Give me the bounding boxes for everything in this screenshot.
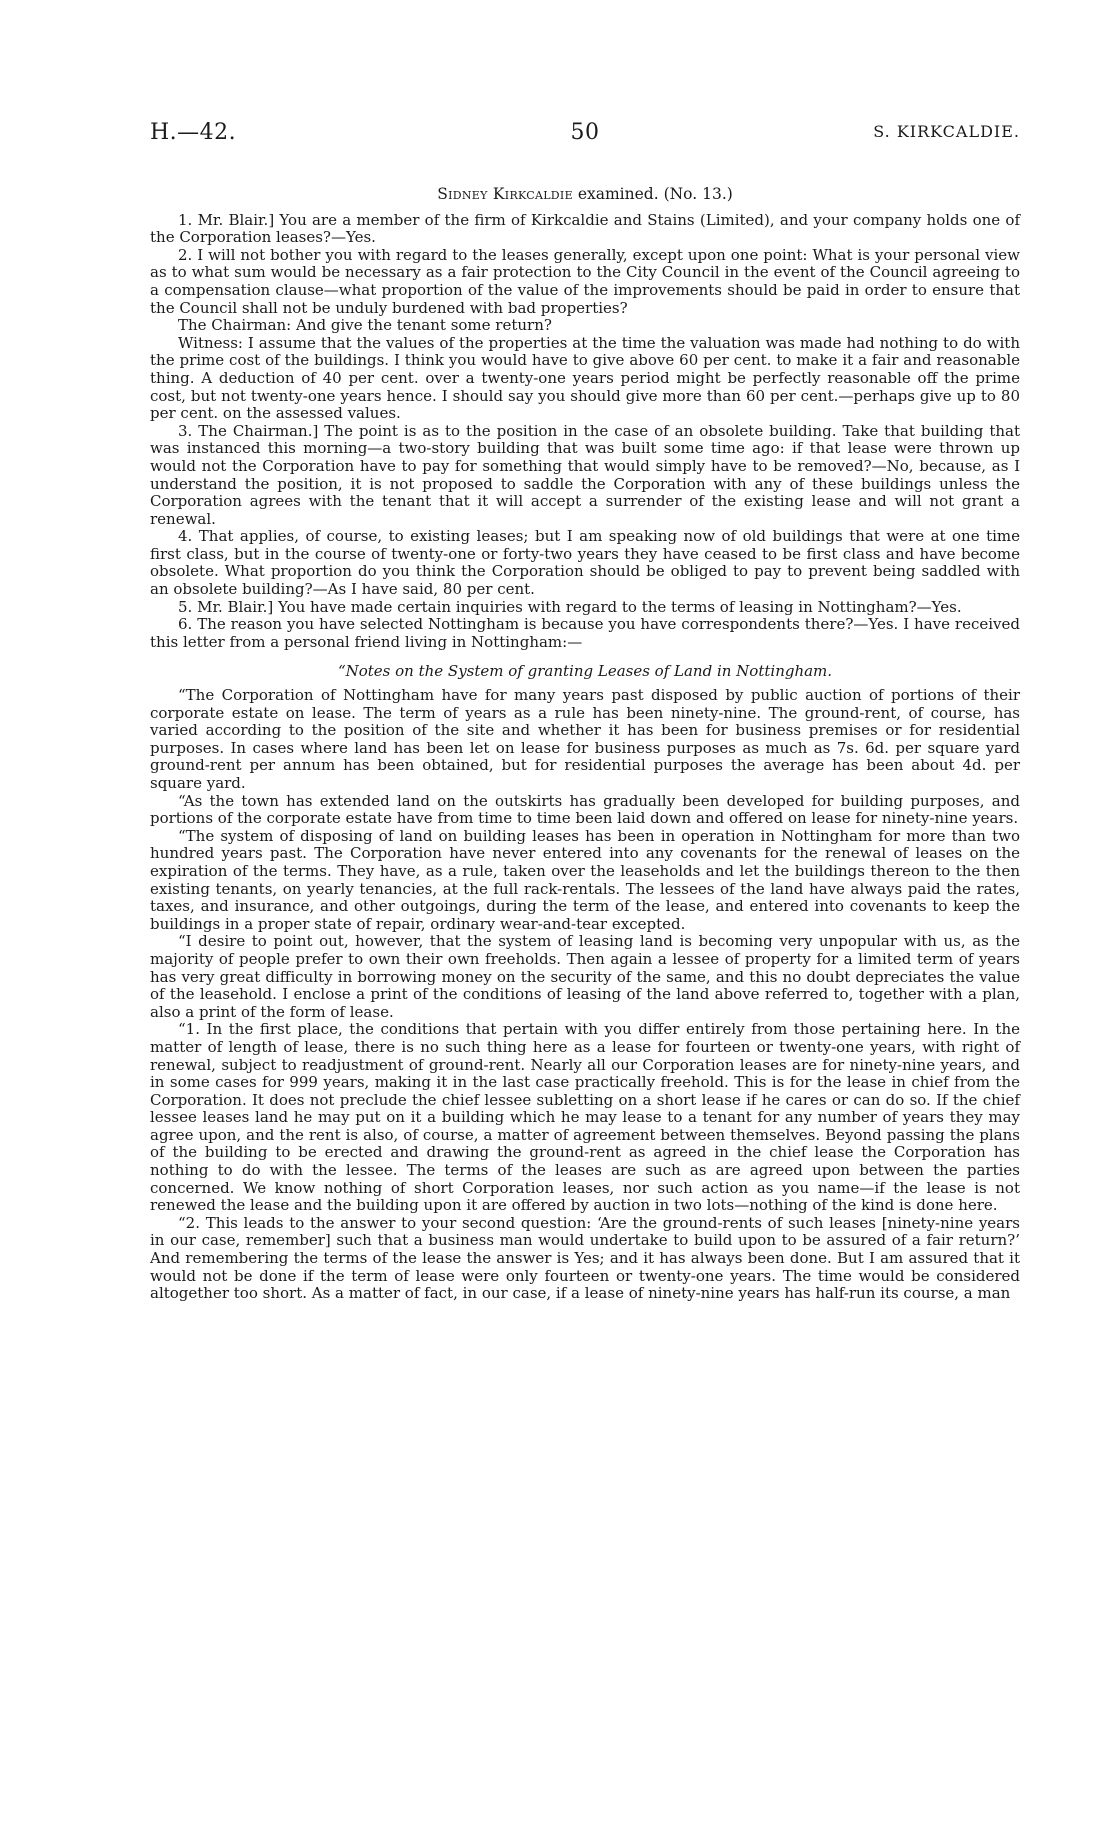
page-header xyxy=(150,120,1020,160)
letter-paragraph: “As the town has extended land on the outskirts has gradually been developed for building purposes, and portions of the corporate estate have from time to time been laid down and offered on lease for ninety-nine years. xyxy=(150,791,1020,828)
letter-paragraph: “2. This leads to the answer to your second question: ‘Are the ground-rents of such leases [ninety-nine years in our case, remember] such that a business man would undertake to build upon to be assured of a fair return?’ And remembering the terms of the lease the answer is Yes; and it has always been done. But I am assured that it would not be done if the term of lease were only fourteen or twenty-one years. The time would be considered altogether too short. As a matter of fact, in our case, if a lease of ninety-nine years has half-run its course, a man xyxy=(150,1213,1020,1303)
paragraph-5: 5. Mr. Blair.] You have made certain inquiries with regard to the terms of leasing in Nottingham?—Yes. xyxy=(178,597,962,616)
paragraph-2: 2. I will not bother you with regard to the leases generally, except upon one point: What is your personal view as to what sum would be necessary as a fair protection to the City Council in the event of the Council agreeing to a compensation clause—what proportion of the value of the improvements should be paid in order to ensure that the Council shall not be unduly burdened with bad properties? xyxy=(150,245,1020,317)
witness-name: Sidney Kirkcaldie xyxy=(437,185,573,203)
page-number: 50 xyxy=(570,120,600,145)
paragraph-1: 1. Mr. Blair.] You are a member of the firm of Kirkcaldie and Stains (Limited), and your company holds one of the Corporation leases?—Yes. xyxy=(150,210,1020,247)
paragraph-4: 4. That applies, of course, to existing leases; but I am speaking now of old buildings that were at one time first class, but in the course of twenty-one or forty-two years they have ceased to be first class and have become obsolete. What proportion do you think the Corporation should be obliged to pay to prevent being saddled with an obsolete building?—As I have said, 80 per cent. xyxy=(150,527,1020,599)
paragraph-3: 3. The Chairman.] The point is as to the position in the case of an obsolete building. Take that building that was instanced this morning—a two-story building that was built some time ago: if that lease were thrown up would not the Corporation have to pay for something that would simply have to be removed?—No, because, as I understand the position, it is not proposed to saddle the Corporation with any of these buildings unless the Corporation agrees with the tenant that it will accept a surrender of the existing lease and will not grant a renewal. xyxy=(150,421,1020,528)
document-reference: H.—42. xyxy=(150,120,237,145)
letter-paragraph: “1. In the first place, the conditions that pertain with you differ entirely from those pertaining here. In the matter of length of lease, there is no such thing here as a lease for fourteen or twenty-one years, with right of renewal, subject to readjustment of ground-rent. Nearly all our Corporation leases are for ninety-nine years, and in some cases for 999 years, making it in the last case practically freehold. This is for the lease in chief from the Corporation. It does not preclude the chief lessee subletting on a short lease if he cares or can do so. If the chief lessee leases land he may put on it a building which he may lease to a tenant for any number of years they may agree upon, and the rent is also, of course, a matter of agreement between themselves. Beyond passing the plans of the building to be erected and drawing the ground-rent as agreed in the chief lease the Corporation has nothing to do with the lessee. The terms of the leases are such as are agreed upon between the parties concerned. We know nothing of short Corporation leases, nor such action as you name—if the lease is not renewed the lease and the building upon it are offered by auction in two lots—nothing of the kind is done here. xyxy=(150,1020,1020,1215)
paragraph-witness: Witness: I assume that the values of the properties at the time the valuation was made had nothing to do with the prime cost of the buildings. I think you would have to give above 60 per cent. to make it a fair and reasonable thing. A deduction of 40 per cent. over a twenty-one years period might be perfectly reasonable off the prime cost, but not twenty-one years hence. I should say you should give more than 60 per cent.—perhaps give up to 80 per cent. on the assessed values. xyxy=(150,333,1020,423)
letter-paragraph: “The system of disposing of land on building leases has been in operation in Nottingham for more than two hundred years past. The Corporation have never entered into any covenants for the renewal of leases on the expiration of the terms. They have, as a rule, taken over the leaseholds and let the buildings thereon to the then existing tenants, on yearly tenancies, at the full rack-rentals. The lessees of the land have always paid the rates, taxes, and insurance, and other outgoings, during the term of the lease, and entered into covenants to keep the buildings in a proper state of repair, ordinary wear-and-tear excepted. xyxy=(150,826,1020,933)
section-title xyxy=(150,186,1020,204)
document-page xyxy=(150,120,1020,1820)
letter-title: “Notes on the System of granting Leases of Land in Nottingham. xyxy=(337,662,833,681)
running-head: S. KIRKCALDIE. xyxy=(873,122,1020,141)
paragraph-6: 6. The reason you have selected Nottingham is because you have correspondents there?—Yes. I have received this letter from a personal friend living in Nottingham:— xyxy=(150,615,1020,651)
letter-paragraph: “The Corporation of Nottingham have for many years past disposed by public auction of portions of their corporate estate on lease. The term of years as a rule has been ninety-nine. The ground-rent, of course, has varied according to the position of the site and whether it has been for business premises or for residential purposes. In cases where land has been let on lease for business purposes as much as 7s. 6d. per square yard ground-rent per annum has been obtained, but for residential purposes the average has been about 4d. per square yard. xyxy=(150,686,1020,792)
paragraph-chairman: The Chairman: And give the tenant some return? xyxy=(178,316,552,335)
letter-paragraph: “I desire to point out, however, that the system of leasing land is becoming very unpopular with us, as the majority of people prefer to own their own freeholds. Then again a lessee of property for a limited term of years has very great difficulty in borrowing money on the security of the same, and this no doubt depreciates the value of the leasehold. I enclose a print of the conditions of leasing of the land above referred to, together with a plan, also a print of the form of lease. xyxy=(150,932,1020,1021)
document-body xyxy=(150,186,1020,1303)
section-suffix: examined. (No. 13.) xyxy=(572,185,733,203)
